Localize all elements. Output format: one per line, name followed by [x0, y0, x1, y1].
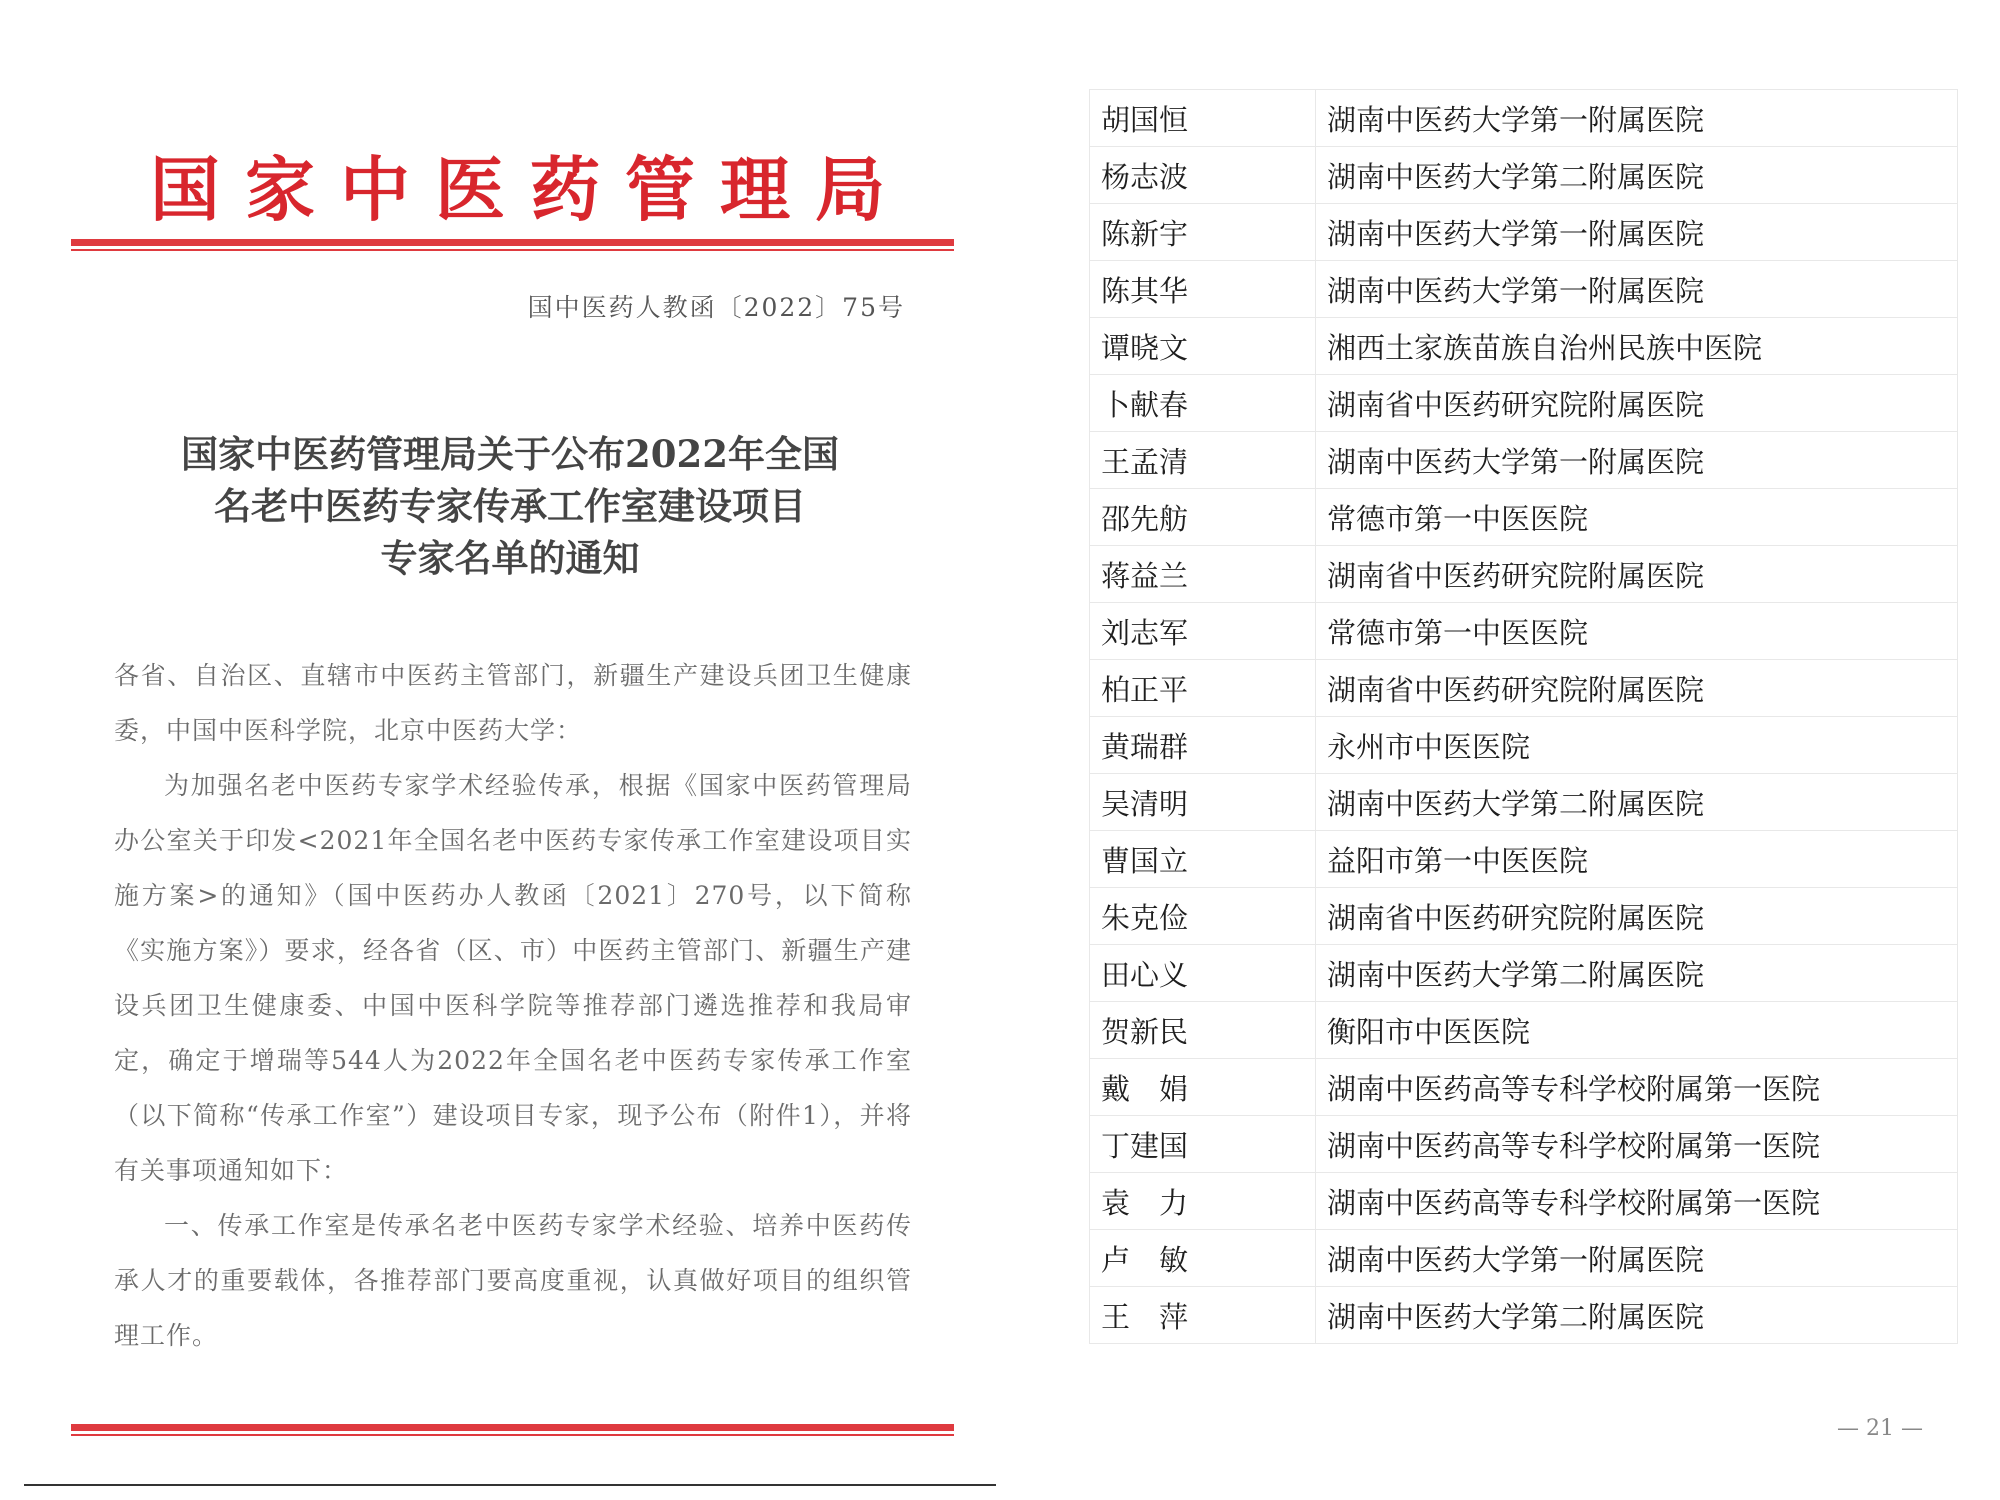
page-bottom-divider: [24, 1484, 996, 1486]
table-row: [1090, 1002, 1958, 1059]
expert-name-cell: 邵先舫: [1090, 489, 1316, 546]
hospital-cell: 湖南中医药高等专科学校附属第一医院: [1316, 1173, 1958, 1230]
expert-name-cell: 戴 娟: [1090, 1059, 1316, 1116]
table-row: [1090, 831, 1958, 888]
expert-name-cell: 杨志波: [1090, 147, 1316, 204]
hospital-cell: 湖南中医药大学第一附属医院: [1316, 90, 1958, 147]
expert-name-cell: 王孟清: [1090, 432, 1316, 489]
expert-name-cell: 王 萍: [1090, 1287, 1316, 1344]
body-paragraph: 为加强名老中医药专家学术经验传承，根据《国家中医药管理局办公室关于印发<2021年全国名老中医药专家传承工作室建设项目实施方案>的通知》（国中医药办人教函〔2021〕270号，以下简称《实施方案》）要求，经各省（区、市）中医药主管部门、新疆生产建设兵团卫生健康委、中国中医科学院等推荐部门遴选推荐和我局审定，确定于增瑞等544人为2022年全国名老中医药专家传承工作室（以下简称“传承工作室”）建设项目专家，现予公布（附件1），并将有关事项通知如下：: [114, 771, 912, 1185]
hospital-cell: 湖南省中医药研究院附属医院: [1316, 546, 1958, 603]
masthead-char: 家: [245, 148, 315, 231]
notice-title-line: 专家名单的通知: [380, 536, 640, 580]
expert-name-cell: 朱克俭: [1090, 888, 1316, 945]
table-row: [1090, 147, 1958, 204]
notice-body: [114, 648, 912, 1363]
table-row: [1090, 774, 1958, 831]
expert-name-cell: 陈新宇: [1090, 204, 1316, 261]
masthead-char: 理: [720, 148, 790, 231]
hospital-cell: 湖南中医药大学第二附属医院: [1316, 147, 1958, 204]
masthead-char: 药: [530, 148, 600, 231]
hospital-cell: 湖南省中医药研究院附属医院: [1316, 660, 1958, 717]
hospital-cell: 湘西土家族苗族自治州民族中医院: [1316, 318, 1958, 375]
footer-red-rule: [71, 1424, 954, 1431]
notice-title: [100, 428, 920, 584]
expert-name-cell: 刘志军: [1090, 603, 1316, 660]
expert-name-cell: 谭晓文: [1090, 318, 1316, 375]
expert-list-page: [1000, 0, 2000, 1500]
table-row: [1090, 261, 1958, 318]
hospital-cell: 常德市第一中医医院: [1316, 603, 1958, 660]
hospital-cell: 湖南中医药大学第一附属医院: [1316, 204, 1958, 261]
table-row: [1090, 546, 1958, 603]
page-number: — 21 —: [1837, 1416, 1923, 1441]
table-row: [1090, 603, 1958, 660]
hospital-cell: 湖南省中医药研究院附属医院: [1316, 375, 1958, 432]
hospital-cell: 常德市第一中医医院: [1316, 489, 1958, 546]
body-paragraph: 一、传承工作室是传承名老中医药专家学术经验、培养中医药传承人才的重要载体，各推荐部门要高度重视，认真做好项目的组织管理工作。: [114, 1211, 912, 1350]
table-row: [1090, 1116, 1958, 1173]
hospital-cell: 湖南中医药高等专科学校附属第一医院: [1316, 1116, 1958, 1173]
notice-title-line: 国家中医药管理局关于公布2022年全国: [181, 432, 839, 476]
table-row: [1090, 1230, 1958, 1287]
table-row: [1090, 432, 1958, 489]
hospital-cell: 湖南中医药大学第二附属医院: [1316, 945, 1958, 1002]
expert-table: [1089, 89, 1958, 1344]
expert-name-cell: 卢 敏: [1090, 1230, 1316, 1287]
agency-masthead: [150, 140, 885, 240]
expert-name-cell: 柏正平: [1090, 660, 1316, 717]
masthead-char: 管: [625, 148, 695, 231]
table-row: [1090, 660, 1958, 717]
hospital-cell: 湖南省中医药研究院附属医院: [1316, 888, 1958, 945]
table-row: [1090, 489, 1958, 546]
masthead-char: 局: [815, 148, 885, 231]
masthead-char: 国: [150, 148, 220, 231]
hospital-cell: 衡阳市中医医院: [1316, 1002, 1958, 1059]
masthead-char: 医: [435, 148, 505, 231]
expert-name-cell: 蒋益兰: [1090, 546, 1316, 603]
table-row: [1090, 318, 1958, 375]
hospital-cell: 湖南中医药高等专科学校附属第一医院: [1316, 1059, 1958, 1116]
table-row: [1090, 717, 1958, 774]
expert-name-cell: 吴清明: [1090, 774, 1316, 831]
table-row: [1090, 888, 1958, 945]
table-row: [1090, 204, 1958, 261]
hospital-cell: 永州市中医医院: [1316, 717, 1958, 774]
expert-name-cell: 胡国恒: [1090, 90, 1316, 147]
table-row: [1090, 375, 1958, 432]
hospital-cell: 湖南中医药大学第一附属医院: [1316, 432, 1958, 489]
hospital-cell: 湖南中医药大学第一附属医院: [1316, 1230, 1958, 1287]
hospital-cell: 湖南中医药大学第一附属医院: [1316, 261, 1958, 318]
hospital-cell: 湖南中医药大学第二附属医院: [1316, 774, 1958, 831]
table-row: [1090, 90, 1958, 147]
hospital-cell: 益阳市第一中医医院: [1316, 831, 1958, 888]
masthead-red-rule: [71, 239, 954, 246]
expert-name-cell: 贺新民: [1090, 1002, 1316, 1059]
notice-title-line: 名老中医药专家传承工作室建设项目: [214, 484, 806, 528]
expert-table-body: [1090, 90, 1958, 1344]
table-row: [1090, 1059, 1958, 1116]
document-number: 国中医药人教函〔2022〕75号: [527, 293, 905, 322]
table-row: [1090, 945, 1958, 1002]
table-row: [1090, 1287, 1958, 1344]
expert-name-cell: 卜献春: [1090, 375, 1316, 432]
expert-name-cell: 丁建国: [1090, 1116, 1316, 1173]
expert-name-cell: 袁 力: [1090, 1173, 1316, 1230]
expert-name-cell: 田心义: [1090, 945, 1316, 1002]
expert-name-cell: 曹国立: [1090, 831, 1316, 888]
expert-name-cell: 陈其华: [1090, 261, 1316, 318]
addressee-paragraph: 各省、自治区、直辖市中医药主管部门，新疆生产建设兵团卫生健康委，中国中医科学院，北京中医药大学：: [114, 661, 912, 745]
hospital-cell: 湖南中医药大学第二附属医院: [1316, 1287, 1958, 1344]
table-row: [1090, 1173, 1958, 1230]
masthead-char: 中: [340, 148, 410, 231]
expert-name-cell: 黄瑞群: [1090, 717, 1316, 774]
